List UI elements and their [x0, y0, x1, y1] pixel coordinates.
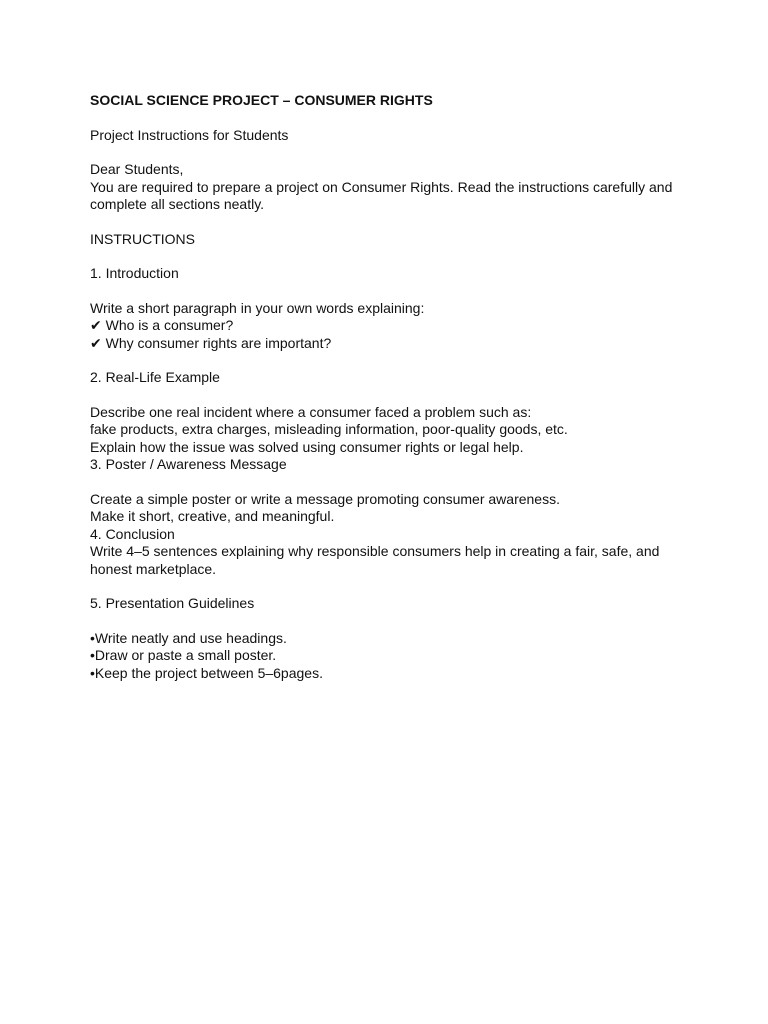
- section-text: Describe one real incident where a consumer faced a problem such as:: [90, 403, 532, 420]
- document-title: SOCIAL SCIENCE PROJECT – CONSUMER RIGHTS: [90, 92, 433, 108]
- intro-line: complete all sections neatly.: [90, 196, 265, 212]
- section-heading-presentation-guidelines: 5. Presentation Guidelines: [90, 595, 255, 611]
- spacer: [90, 613, 690, 630]
- spacer: [90, 214, 690, 231]
- spacer: [90, 248, 690, 265]
- section-heading-poster: 3. Poster / Awareness Message: [90, 456, 287, 472]
- document-subtitle: Project Instructions for Students: [90, 126, 289, 143]
- spacer: [90, 283, 690, 300]
- bullet-item: •Draw or paste a small poster.: [90, 647, 277, 663]
- spacer: [90, 110, 690, 127]
- section-text: honest marketplace.: [90, 560, 217, 577]
- spacer: [90, 474, 690, 491]
- section-text: Write a short paragraph in your own words explaining:: [90, 299, 425, 316]
- document-page: [90, 92, 690, 682]
- section-text: fake products, extra charges, misleading information, poor-quality goods, etc.: [90, 421, 568, 437]
- section-text: Write 4–5 sentences explaining why responsible consumers help in creating a fair, safe, and: [90, 543, 660, 559]
- greeting: Dear Students,: [90, 161, 184, 177]
- section-text: Create a simple poster or write a message promoting consumer awareness.: [90, 490, 560, 507]
- bullet-item: •Keep the project between 5–6pages.: [90, 664, 323, 681]
- checklist-item: ✔ Why consumer rights are important?: [90, 334, 332, 351]
- section-heading-conclusion: 4. Conclusion: [90, 525, 175, 542]
- spacer: [90, 578, 690, 595]
- intro-line: You are required to prepare a project on Consumer Rights. Read the instructions carefully and: [90, 178, 673, 195]
- spacer: [90, 352, 690, 369]
- spacer: [90, 387, 690, 404]
- section-text: Explain how the issue was solved using consumer rights or legal help.: [90, 438, 524, 455]
- section-text: Make it short, creative, and meaningful.: [90, 508, 335, 524]
- instructions-heading: INSTRUCTIONS: [90, 230, 195, 247]
- bullet-item: •Write neatly and use headings.: [90, 629, 287, 646]
- section-heading-real-life-example: 2. Real-Life Example: [90, 369, 220, 385]
- section-heading-introduction: 1. Introduction: [90, 265, 179, 281]
- spacer: [90, 144, 690, 161]
- checklist-item: ✔ Who is a consumer?: [90, 317, 234, 333]
